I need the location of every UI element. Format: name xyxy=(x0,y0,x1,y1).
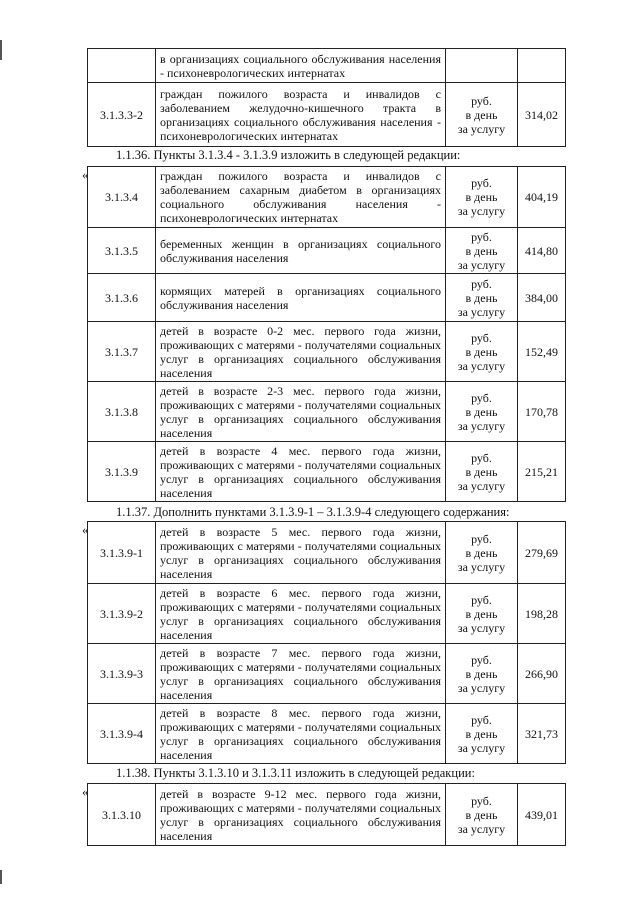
item-code: 3.1.3.9-1 xyxy=(88,522,156,584)
unit-line: за услугу xyxy=(457,559,506,574)
item-description: детей в возрасте 5 мес. первого года жизни, проживающих с матерями - получателями социальных услуг в организациях социального обслуживания населения xyxy=(156,522,446,584)
unit-line: за услугу xyxy=(457,740,506,755)
unit-line: руб. xyxy=(471,330,492,345)
item-code: 3.1.3.9-4 xyxy=(88,704,156,764)
item-description: детей в возрасте 8 мес. первого года жизни, проживающих с матерями - получателями социальных услуг в организациях социального обслуживания населения xyxy=(156,704,446,764)
unit-line: руб. xyxy=(471,712,492,727)
unit-line: за услугу xyxy=(457,304,506,319)
amendment-paragraph: 1.1.37. Дополнить пунктами 3.1.3.9-1 – 3.1.3.9-4 следующего содержания: xyxy=(116,505,510,519)
table-row xyxy=(88,274,566,322)
unit-line: в день xyxy=(465,545,498,560)
item-code: 3.1.3.5 xyxy=(88,228,156,274)
unit-line: руб. xyxy=(471,93,492,108)
item-code: 3.1.3.9 xyxy=(88,442,156,502)
item-description: в организациях социального обслуживания населения - психоневрологических интернатах xyxy=(156,49,446,83)
item-description: граждан пожилого возраста и инвалидов с заболеванием желудочно-кишечного тракта в организациях социального обслуживания населения - психоневрологических интернатах xyxy=(156,83,446,147)
unit-line: за услугу xyxy=(457,620,506,635)
amendment-paragraph: 1.1.38. Пункты 3.1.3.10 и 3.1.3.11 изложить в следующей редакции: xyxy=(116,766,475,780)
unit-line: за услугу xyxy=(457,121,506,136)
item-description: граждан пожилого возраста и инвалидов с заболеванием сахарным диабетом в организациях социального обслуживания населения - психоневрологических интернатах xyxy=(156,167,446,228)
unit-line: руб. xyxy=(471,531,492,546)
item-code: 3.1.3.4 xyxy=(88,167,156,228)
unit-line: руб. xyxy=(471,793,492,808)
item-description: детей в возрасте 2-3 мес. первого года жизни, проживающих с матерями - получателями социальных услуг в организациях социального обслуживания населения xyxy=(156,382,446,442)
tariff-table-continuation xyxy=(87,48,566,147)
scan-edge-mark xyxy=(0,870,2,884)
unit-line: за услугу xyxy=(457,680,506,695)
tariff-value: 384,00 xyxy=(518,274,566,322)
opening-quote: « xyxy=(82,784,89,799)
unit-line: за услугу xyxy=(457,418,506,433)
item-description: детей в возрасте 0-2 мес. первого года жизни, проживающих с матерями - получателями социальных услуг в организациях социального обслуживания населения xyxy=(156,322,446,382)
unit-line: руб. xyxy=(471,176,492,190)
unit-line: в день xyxy=(465,243,498,258)
item-code: 3.1.3.6 xyxy=(88,274,156,322)
unit-line: руб. xyxy=(471,450,492,465)
unit-line: руб. xyxy=(471,229,492,244)
unit-cell xyxy=(446,274,518,322)
table-row xyxy=(88,83,566,147)
unit-line: в день xyxy=(465,290,498,305)
unit-cell xyxy=(446,83,518,147)
unit-line: за услугу xyxy=(457,204,506,218)
unit-line: за услугу xyxy=(457,821,506,836)
item-code: 3.1.3.9-3 xyxy=(88,644,156,704)
unit-line: в день xyxy=(465,107,498,122)
unit-cell xyxy=(446,49,518,83)
item-description: детей в возрасте 9-12 мес. первого года жизни, проживающих с матерями - получателями социальных услуг в организациях социального обслуживания населения xyxy=(156,784,446,846)
tariff-value: 198,28 xyxy=(518,584,566,644)
unit-line: в день xyxy=(465,726,498,741)
tariff-value: 404,19 xyxy=(518,167,566,228)
tariff-value: 414,80 xyxy=(518,228,566,274)
item-description: беременных женщин в организациях социального обслуживания населения xyxy=(156,228,446,274)
unit-line: в день xyxy=(465,190,498,204)
table-row xyxy=(88,49,566,83)
table-row xyxy=(88,442,566,502)
tariff-table-1-1-37 xyxy=(87,521,566,764)
opening-quote: « xyxy=(82,167,89,182)
item-description: детей в возрасте 4 мес. первого года жизни, проживающих с матерями - получателями социальных услуг в организациях социального обслуживания населения xyxy=(156,442,446,502)
item-description: детей в возрасте 7 мес. первого года жизни, проживающих с матерями - получателями социальных услуг в организациях социального обслуживания населения xyxy=(156,644,446,704)
unit-line: за услугу xyxy=(457,478,506,493)
unit-line: в день xyxy=(465,404,498,419)
tariff-value: 279,69 xyxy=(518,522,566,584)
scan-edge-mark xyxy=(0,40,2,60)
item-code: 3.1.3.8 xyxy=(88,382,156,442)
unit-cell xyxy=(446,167,518,228)
tariff-value: 314,02 xyxy=(518,83,566,147)
tariff-table-1-1-38 xyxy=(87,783,566,846)
unit-cell xyxy=(446,522,518,584)
tariff-value: 152,49 xyxy=(518,322,566,382)
unit-line: в день xyxy=(465,344,498,359)
unit-cell xyxy=(446,784,518,846)
unit-cell xyxy=(446,644,518,704)
item-code: 3.1.3.7 xyxy=(88,322,156,382)
table-row xyxy=(88,784,566,846)
table-row xyxy=(88,228,566,274)
unit-cell xyxy=(446,228,518,274)
unit-line: в день xyxy=(465,606,498,621)
unit-line: руб. xyxy=(471,390,492,405)
unit-cell xyxy=(446,584,518,644)
unit-cell xyxy=(446,704,518,764)
tariff-value xyxy=(518,49,566,83)
unit-cell xyxy=(446,382,518,442)
table-row xyxy=(88,322,566,382)
tariff-table-1-1-36 xyxy=(87,166,566,502)
unit-line: за услугу xyxy=(457,358,506,373)
item-description: кормящих матерей в организациях социального обслуживания населения xyxy=(156,274,446,322)
item-code: 3.1.3.9-2 xyxy=(88,584,156,644)
unit-line: в день xyxy=(465,464,498,479)
item-code: 3.1.3.10 xyxy=(88,784,156,846)
tariff-value: 215,21 xyxy=(518,442,566,502)
item-description: детей в возрасте 6 мес. первого года жизни, проживающих с матерями - получателями социальных услуг в организациях социального обслуживания населения xyxy=(156,584,446,644)
tariff-value: 321,73 xyxy=(518,704,566,764)
unit-line: руб. xyxy=(471,592,492,607)
tariff-value: 170,78 xyxy=(518,382,566,442)
unit-line: в день xyxy=(465,666,498,681)
amendment-paragraph: 1.1.36. Пункты 3.1.3.4 - 3.1.3.9 изложить в следующей редакции: xyxy=(116,148,461,162)
tariff-value: 439,01 xyxy=(518,784,566,846)
table-row xyxy=(88,704,566,764)
table-row xyxy=(88,167,566,228)
unit-line: руб. xyxy=(471,652,492,667)
opening-quote: « xyxy=(82,522,89,537)
item-code: 3.1.3.3-2 xyxy=(88,83,156,147)
unit-line: в день xyxy=(465,807,498,822)
table-row xyxy=(88,584,566,644)
unit-line: руб. xyxy=(471,276,492,291)
unit-line: за услугу xyxy=(457,257,506,272)
table-row xyxy=(88,644,566,704)
table-row xyxy=(88,382,566,442)
unit-cell xyxy=(446,442,518,502)
table-row xyxy=(88,522,566,584)
item-code xyxy=(88,49,156,83)
tariff-value: 266,90 xyxy=(518,644,566,704)
unit-cell xyxy=(446,322,518,382)
